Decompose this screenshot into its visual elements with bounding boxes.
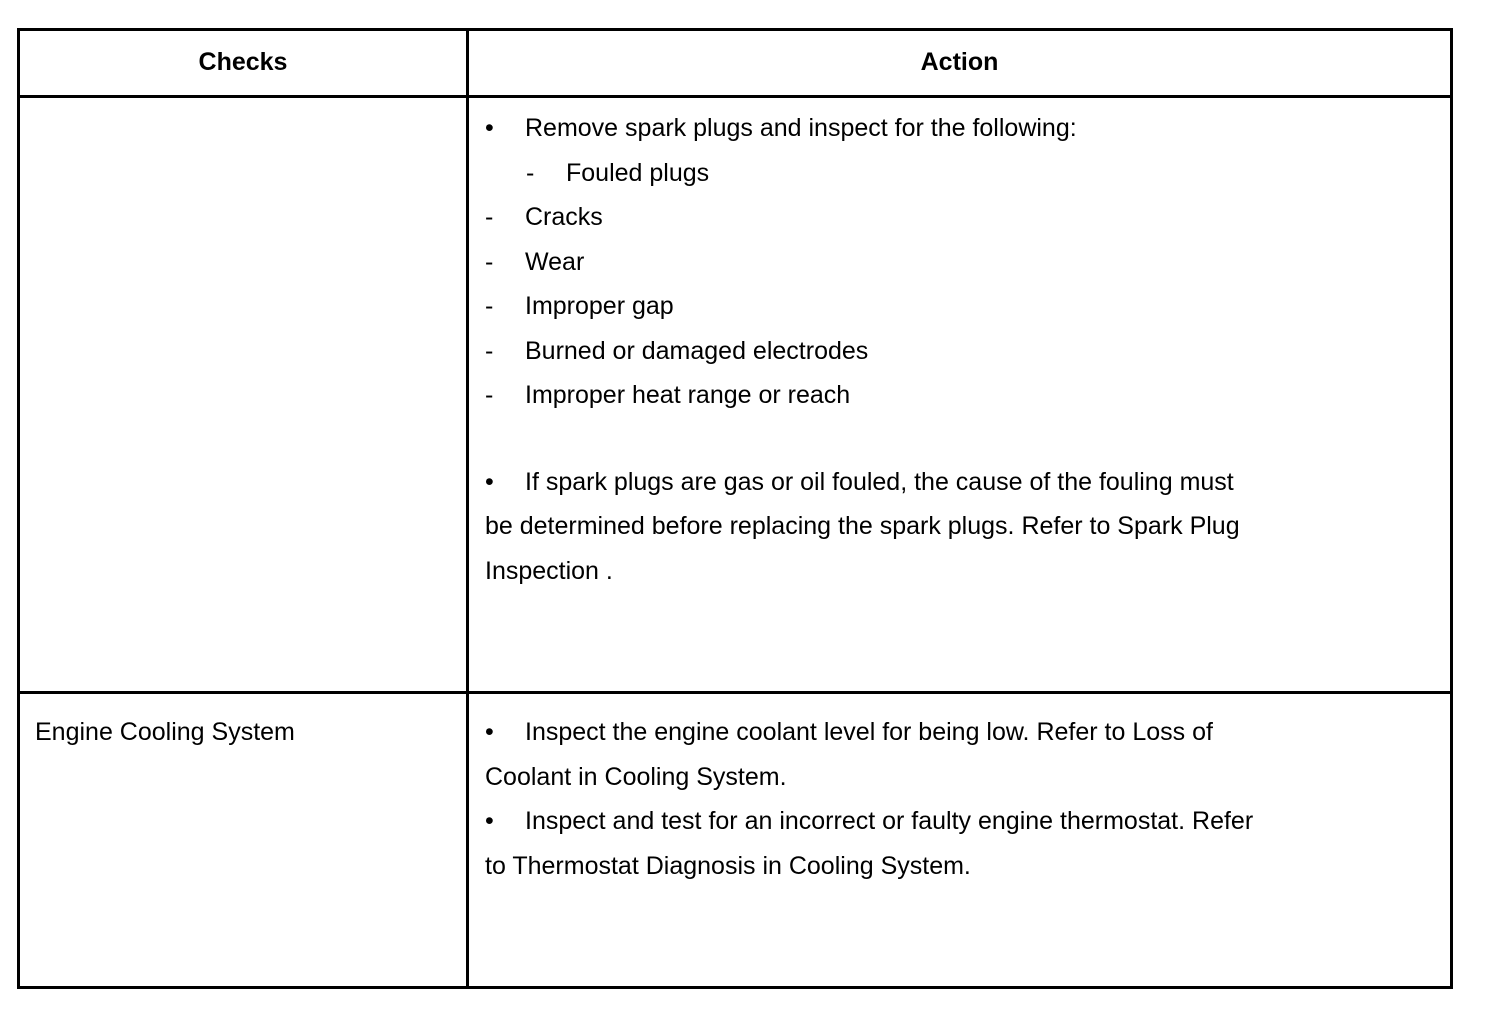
list-item-continuation: be determined before replacing the spark plugs. Refer to Spark Plug: [485, 512, 1240, 540]
list-item-text: Inspect and test for an incorrect or faulty engine thermostat. Refer: [525, 807, 1254, 835]
bullet-marker: •: [485, 807, 494, 835]
list-item-text: Inspect the engine coolant level for being low. Refer to Loss of: [525, 718, 1213, 746]
list-item-text: Improper gap: [525, 292, 674, 320]
row2-action: [485, 710, 1254, 888]
list-item: [485, 240, 1240, 285]
header-checks: Checks: [198, 48, 288, 76]
list-item: [485, 284, 1240, 329]
list-item-text: Improper heat range or reach: [525, 381, 851, 409]
column-divider: [466, 28, 469, 989]
header-action: Action: [920, 48, 999, 76]
list-item-continuation: Coolant in Cooling System.: [485, 762, 787, 791]
list-item: [485, 106, 1240, 151]
list-item-text: If spark plugs are gas or oil fouled, the cause of the fouling must: [525, 467, 1234, 496]
dash-marker: -: [485, 247, 494, 276]
table-border-bottom: [17, 986, 1453, 989]
dash-marker: -: [485, 292, 494, 320]
dash-marker: -: [485, 336, 494, 365]
dash-marker: -: [485, 203, 494, 231]
list-item: [485, 799, 1254, 844]
list-item: [485, 373, 1240, 418]
list-item: [485, 460, 1240, 505]
table-border-right: [1450, 28, 1453, 989]
list-item-continuation: Inspection .: [485, 556, 613, 585]
bullet-marker: •: [485, 718, 494, 746]
diagnostic-table: [17, 28, 1453, 989]
dash-marker: -: [526, 158, 535, 187]
list-item: [485, 195, 1240, 240]
list-item-text: Wear: [525, 247, 585, 276]
list-item-continuation: to Thermostat Diagnosis in Cooling System.: [485, 851, 971, 880]
list-item: [485, 329, 1240, 374]
list-item-text: Remove spark plugs and inspect for the following:: [525, 114, 1077, 142]
list-item-text: Burned or damaged electrodes: [525, 336, 869, 365]
list-item: [485, 151, 1240, 196]
list-item-text: Fouled plugs: [566, 158, 710, 187]
row2-check: Engine Cooling System: [35, 718, 295, 746]
row-divider: [17, 691, 1453, 694]
bullet-marker: •: [485, 114, 494, 142]
bullet-marker: •: [485, 467, 494, 496]
row1-action: [485, 106, 1240, 593]
table-border-left: [17, 28, 20, 989]
list-item-text: Cracks: [525, 203, 603, 231]
dash-marker: -: [485, 381, 494, 409]
list-item: [485, 710, 1213, 755]
